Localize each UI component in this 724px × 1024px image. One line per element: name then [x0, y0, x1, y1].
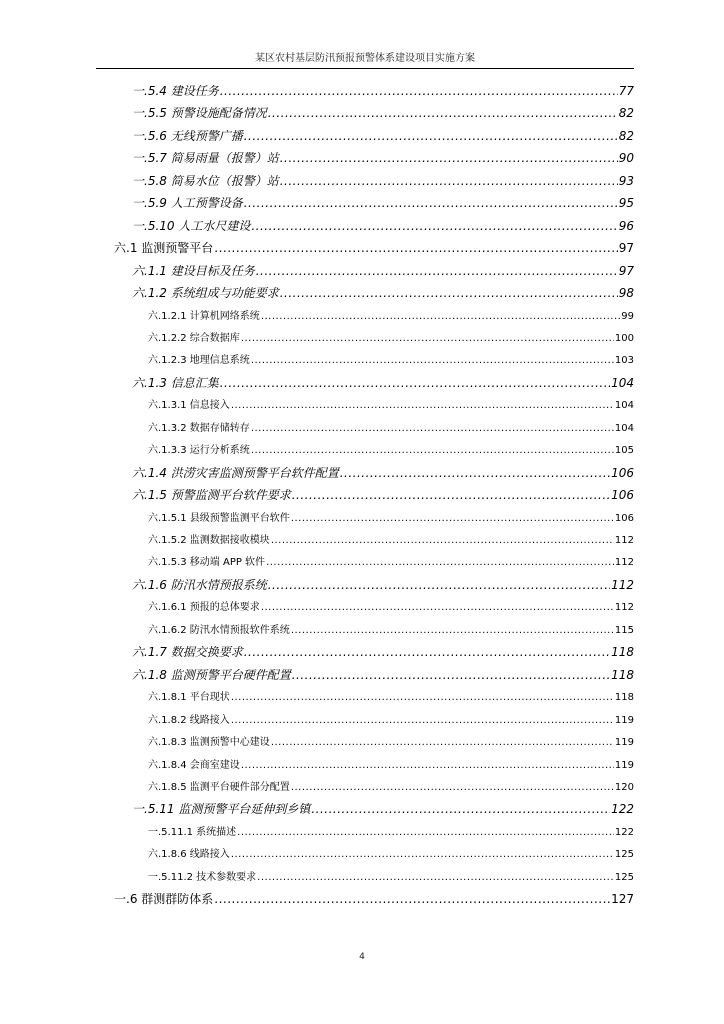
toc-dot-leader — [340, 466, 610, 480]
toc-dot-leader — [244, 196, 618, 210]
toc-entry-page: 122 — [614, 826, 634, 838]
toc-dot-leader — [251, 219, 617, 233]
toc-dot-leader — [271, 535, 614, 546]
toc-entry-page: 112 — [614, 535, 634, 546]
toc-entry-title: 六.1.8.1 平台现状 — [148, 692, 230, 704]
toc-entry[interactable] — [132, 464, 634, 481]
toc-entry[interactable] — [132, 262, 634, 279]
toc-dot-leader — [214, 241, 617, 255]
toc-entry-page: 105 — [614, 445, 634, 457]
toc-entry[interactable] — [132, 486, 634, 503]
toc-entry-title: 一.5.9 人工预警设备 — [132, 196, 243, 211]
toc-dot-leader — [261, 311, 620, 322]
toc-entry-page: 95 — [618, 196, 634, 211]
toc-entry-title: 一.6 群测群防体系 — [114, 892, 214, 907]
toc-entry-page: 77 — [618, 84, 634, 98]
toc-entry-page: 104 — [614, 400, 634, 412]
toc-entry-page: 82 — [618, 128, 634, 143]
toc-entry[interactable] — [148, 396, 634, 411]
toc-entry[interactable] — [148, 711, 634, 726]
toc-entry[interactable] — [132, 127, 634, 144]
toc-dot-leader — [237, 827, 614, 838]
toc-entry[interactable] — [148, 868, 634, 883]
toc-entry[interactable] — [132, 666, 634, 683]
toc-entry-title: 六.1.2.1 计算机网络系统 — [148, 310, 260, 322]
toc-entry[interactable] — [132, 284, 634, 301]
toc-entry-title: 六.1.2.2 综合数据库 — [148, 332, 240, 344]
toc-entry-page: 98 — [618, 286, 634, 301]
toc-entry-page: 118 — [611, 667, 634, 682]
toc-entry-page: 96 — [618, 218, 634, 233]
toc-dot-leader — [266, 557, 614, 568]
toc-entry[interactable] — [132, 800, 634, 817]
toc-entry-page: 100 — [614, 332, 634, 344]
toc-entry-title: 六.1.8.6 线路接入 — [148, 849, 230, 861]
toc-dot-leader — [291, 513, 614, 524]
page-header: 某区农村基层防汛预报预警体系建设项目实施方案 — [96, 52, 634, 69]
toc-entry-title: 六.1.6.2 防汛水情预报软件系统 — [148, 624, 290, 636]
toc-dot-leader — [291, 625, 614, 636]
toc-entry[interactable] — [148, 531, 634, 546]
page-number: 4 — [359, 952, 365, 962]
toc-entry[interactable] — [148, 307, 634, 322]
toc-dot-leader — [251, 355, 614, 366]
toc-entry[interactable] — [148, 351, 634, 366]
toc-entry[interactable] — [132, 104, 634, 121]
toc-dot-leader — [256, 264, 618, 278]
toc-entry-title: 一.5.6 无线预警广播 — [132, 128, 243, 143]
toc-dot-leader — [261, 602, 614, 613]
toc-entry[interactable] — [148, 419, 634, 434]
toc-entry-title: 一.5.7 简易雨量（报警）站 — [132, 151, 279, 166]
toc-entry-title: 六.1.5.1 县级预警监测平台软件 — [148, 512, 290, 524]
toc-dot-leader — [280, 286, 618, 300]
toc-entry-title: 一.5.5 预警设施配备情况 — [132, 106, 267, 121]
toc-entry[interactable] — [148, 733, 634, 748]
toc-entry-page: 112 — [611, 577, 634, 592]
toc-entry[interactable] — [132, 374, 634, 391]
toc-dot-leader — [220, 84, 618, 98]
toc-entry-title: 六.1.3.3 运行分析系统 — [148, 445, 250, 457]
toc-entry-page: 112 — [614, 602, 634, 614]
toc-entry-page: 112 — [614, 557, 634, 569]
toc-dot-leader — [231, 692, 614, 703]
toc-dot-leader — [280, 174, 618, 188]
toc-entry-title: 六.1.2 系统组成与功能要求 — [132, 286, 279, 301]
toc-entry-page: 125 — [614, 871, 634, 883]
toc-entry-page: 119 — [614, 737, 634, 749]
toc-entry[interactable] — [132, 149, 634, 166]
toc-entry-title: 六.1.1 建设目标及任务 — [132, 263, 255, 278]
toc-entry-page: 120 — [614, 781, 634, 793]
toc-entry[interactable] — [132, 576, 634, 593]
toc-entry-page: 99 — [621, 310, 634, 322]
toc-entry-page: 125 — [614, 849, 634, 861]
toc-entry[interactable] — [132, 172, 634, 189]
toc-entry[interactable] — [148, 823, 634, 838]
toc-entry-page: 106 — [611, 465, 634, 480]
toc-entry-page: 119 — [614, 759, 634, 771]
toc-entry-page: 127 — [611, 892, 634, 907]
toc-entry-title: 六.1.3.2 数据存储转存 — [148, 422, 250, 434]
toc-dot-leader — [311, 802, 610, 816]
toc-entry-title: 一.5.11 监测预警平台延伸到乡镇 — [132, 802, 311, 817]
toc-entry-title: 一.5.11.2 技术参数要求 — [148, 871, 257, 883]
toc-entry[interactable] — [148, 621, 634, 636]
toc-dot-leader — [280, 151, 618, 165]
toc-dot-leader — [214, 892, 610, 906]
toc-entry-title: 六.1 监测预警平台 — [114, 241, 214, 256]
toc-entry-title: 六.1.3 信息汇集 — [132, 375, 219, 390]
toc-entry-title: 一.5.8 简易水位（报警）站 — [132, 173, 279, 188]
toc-entry-page: 97 — [618, 263, 634, 278]
toc-entry-title: 六.1.7 数据交换要求 — [132, 645, 243, 660]
toc-dot-leader — [268, 578, 610, 592]
toc-entry-page: 104 — [611, 375, 634, 390]
toc-entry-title: 一.5.4 建设任务 — [132, 84, 219, 98]
toc-entry-page: 106 — [611, 488, 634, 503]
toc-entry-title: 六.1.6 防汛水情预报系统 — [132, 577, 267, 592]
toc-dot-leader — [292, 488, 610, 502]
toc-entry[interactable] — [132, 643, 634, 660]
toc-entry-page: 93 — [618, 173, 634, 188]
toc-entry-title: 六.1.3.1 信息接入 — [148, 400, 230, 412]
toc-entry-title: 六.1.8.3 监测预警中心建设 — [148, 737, 270, 749]
toc-entry[interactable] — [148, 598, 634, 613]
toc-entry-page: 118 — [611, 645, 634, 660]
toc-entry-page: 122 — [611, 802, 634, 817]
toc-dot-leader — [292, 668, 610, 682]
toc-entry[interactable] — [114, 239, 634, 256]
toc-entry[interactable] — [148, 553, 634, 568]
toc-dot-leader — [251, 423, 614, 434]
toc-dot-leader — [271, 737, 614, 748]
toc-entry-page: 97 — [618, 241, 634, 256]
toc-dot-leader — [220, 376, 610, 390]
toc-entry-title: 六.1.5.2 监测数据接收模块 — [148, 535, 270, 546]
toc-dot-leader — [231, 400, 614, 411]
toc-entry[interactable] — [148, 688, 634, 703]
toc-entry-page: 119 — [614, 714, 634, 726]
toc-dot-leader — [268, 106, 618, 120]
toc-entry[interactable] — [148, 778, 634, 793]
toc-entry[interactable] — [132, 82, 634, 99]
toc-entry[interactable] — [132, 194, 634, 211]
toc-entry-title: 六.1.2.3 地理信息系统 — [148, 355, 250, 367]
toc-entry-title: 六.1.8.5 监测平台硬件部分配置 — [148, 781, 290, 793]
toc-dot-leader — [291, 782, 614, 793]
toc-entry[interactable] — [132, 217, 634, 234]
toc-entry-title: 六.1.8.4 会商室建设 — [148, 759, 240, 771]
toc-dot-leader — [231, 849, 614, 860]
toc-entry-title: 六.1.4 洪涝灾害监测预警平台软件配置 — [132, 465, 339, 480]
toc-entry-title: 一.5.10 人工水尺建设 — [132, 218, 251, 233]
toc-dot-leader — [244, 129, 618, 143]
toc-entry-page: 118 — [614, 692, 634, 704]
toc-entry-page: 115 — [614, 624, 634, 636]
toc-entry-title: 六.1.8 监测预警平台硬件配置 — [132, 667, 291, 682]
toc-entry-title: 六.1.8.2 线路接入 — [148, 714, 230, 726]
toc-dot-leader — [231, 715, 614, 726]
toc-entry-title: 六.1.6.1 预报的总体要求 — [148, 602, 260, 614]
toc-entry[interactable] — [148, 441, 634, 456]
toc-dot-leader — [257, 872, 614, 883]
toc-entry[interactable] — [148, 329, 634, 344]
toc-dot-leader — [241, 333, 614, 344]
toc-entry-page: 90 — [618, 151, 634, 166]
toc-entry-page: 82 — [618, 106, 634, 121]
toc-entry-title: 六.1.5.3 移动端 APP 软件 — [148, 557, 266, 569]
toc-entry-page: 103 — [614, 355, 634, 367]
toc-entry[interactable] — [148, 509, 634, 524]
toc-dot-leader — [241, 760, 614, 771]
toc-entry-title: 六.1.5 预警监测平台软件要求 — [132, 488, 291, 503]
toc-entry-page: 106 — [614, 512, 634, 524]
toc-entry-page: 104 — [614, 422, 634, 434]
toc-entry-title: 一.5.11.1 系统描述 — [148, 826, 237, 838]
toc-dot-leader — [251, 445, 614, 456]
toc-entry[interactable] — [148, 845, 634, 860]
toc-dot-leader — [244, 645, 610, 659]
toc-entry[interactable] — [148, 756, 634, 771]
toc-entry[interactable] — [114, 890, 634, 907]
